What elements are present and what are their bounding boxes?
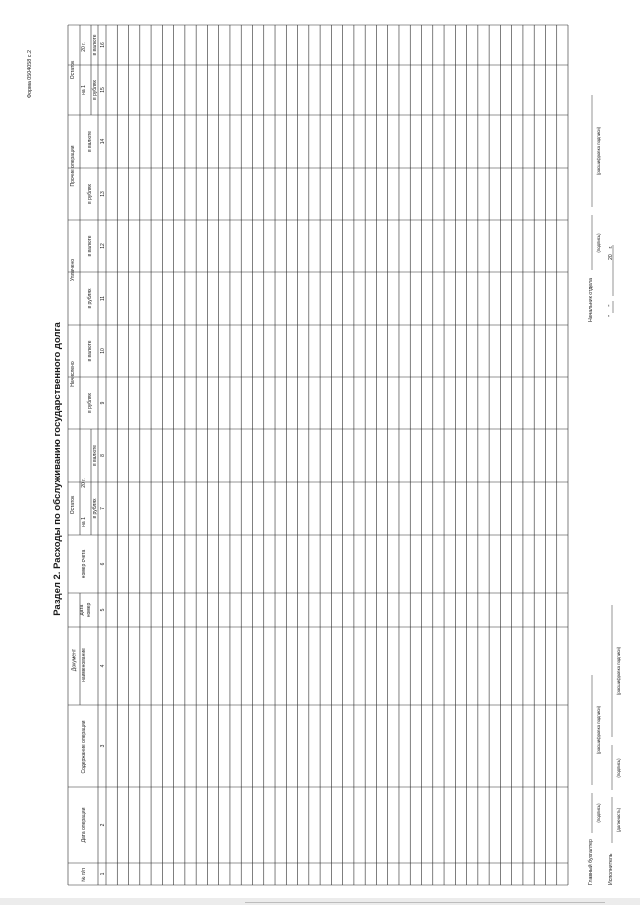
ledger-table	[68, 25, 568, 885]
form-code: Форма 0504058 с.2	[27, 50, 33, 98]
column-number-6: 6	[100, 562, 106, 566]
date-line: " " 20 г.	[608, 245, 614, 317]
column-number-11: 11	[100, 295, 106, 302]
column-number-5: 5	[100, 608, 106, 612]
column-number-13: 13	[100, 191, 106, 197]
balance-end-date-prefix: на 1	[81, 85, 87, 95]
executor-position-caption: (должность)	[616, 807, 621, 833]
subheader-cur: в валюте	[87, 235, 93, 257]
group-accrued: Начислено	[70, 361, 76, 387]
chief-accountant-decoding-caption: (расшифровка подписи)	[596, 705, 601, 755]
head-of-dept-signature-caption: (подпись)	[596, 233, 601, 253]
column-number-14: 14	[100, 138, 106, 145]
subheader-cur: в валюте	[92, 34, 98, 56]
chief-accountant-label: Главный бухгалтер	[588, 839, 594, 885]
executor-decoding-caption: (расшифровка подписи)	[616, 646, 621, 696]
column-number-4: 4	[100, 664, 106, 668]
group-paid: Уплачено	[70, 258, 76, 282]
balance-start-date-suffix: 20 г.	[81, 478, 87, 488]
header-op-date: Дата операции	[81, 807, 87, 843]
executor-label: Исполнитель	[608, 853, 614, 885]
subheader-cur: в валюте	[92, 445, 98, 466]
subheader-rub: в рублях	[92, 498, 98, 519]
header-account: номер счета	[81, 549, 87, 579]
header-doc-number: номер	[86, 602, 92, 618]
group-document: Документ	[71, 648, 78, 672]
chief-accountant-signature-caption: (подпись)	[596, 803, 601, 823]
header-doc-date: дата	[79, 604, 85, 616]
subheader-rub: в рублях	[87, 183, 93, 205]
column-number-1: 1	[100, 872, 106, 876]
column-number-10: 10	[100, 348, 106, 354]
column-number-row	[100, 42, 106, 875]
subheader-rub: в рублях	[87, 288, 93, 309]
column-number-12: 12	[100, 243, 106, 249]
group-other-ops: Прочие операции	[70, 145, 76, 187]
column-number-16: 16	[100, 42, 106, 48]
column-number-15: 15	[100, 87, 106, 93]
head-of-dept-label: Начальник отдела	[588, 278, 594, 322]
group-balance-end: Остаток	[70, 60, 76, 80]
balance-start-date-prefix: на 1	[81, 517, 87, 527]
subheader-cur: в валюте	[87, 340, 93, 362]
subheader-rub: в рублях	[92, 79, 98, 101]
header-num: № п/п	[81, 868, 87, 882]
column-number-7: 7	[100, 507, 106, 510]
column-number-2: 2	[100, 823, 106, 827]
header-op-content: Содержание операции	[81, 720, 87, 774]
subheader-rub: в рублях	[87, 392, 93, 414]
section-title: Раздел 2. Расходы по обслуживанию государственного долга	[52, 322, 63, 616]
executor-signature-caption: (подпись)	[616, 758, 621, 778]
currency-subheaders	[87, 34, 98, 518]
balance-end-date-suffix: 20 г.	[81, 42, 87, 52]
head-of-dept-decoding-caption: (расшифровка подписи)	[596, 126, 601, 176]
group-balance-start: Остаток	[70, 495, 76, 515]
subheader-cur: в валюте	[87, 131, 93, 152]
column-number-8: 8	[100, 454, 106, 457]
column-number-3: 3	[100, 744, 106, 748]
column-number-9: 9	[100, 401, 106, 405]
header-doc-name: наименование	[81, 648, 87, 682]
